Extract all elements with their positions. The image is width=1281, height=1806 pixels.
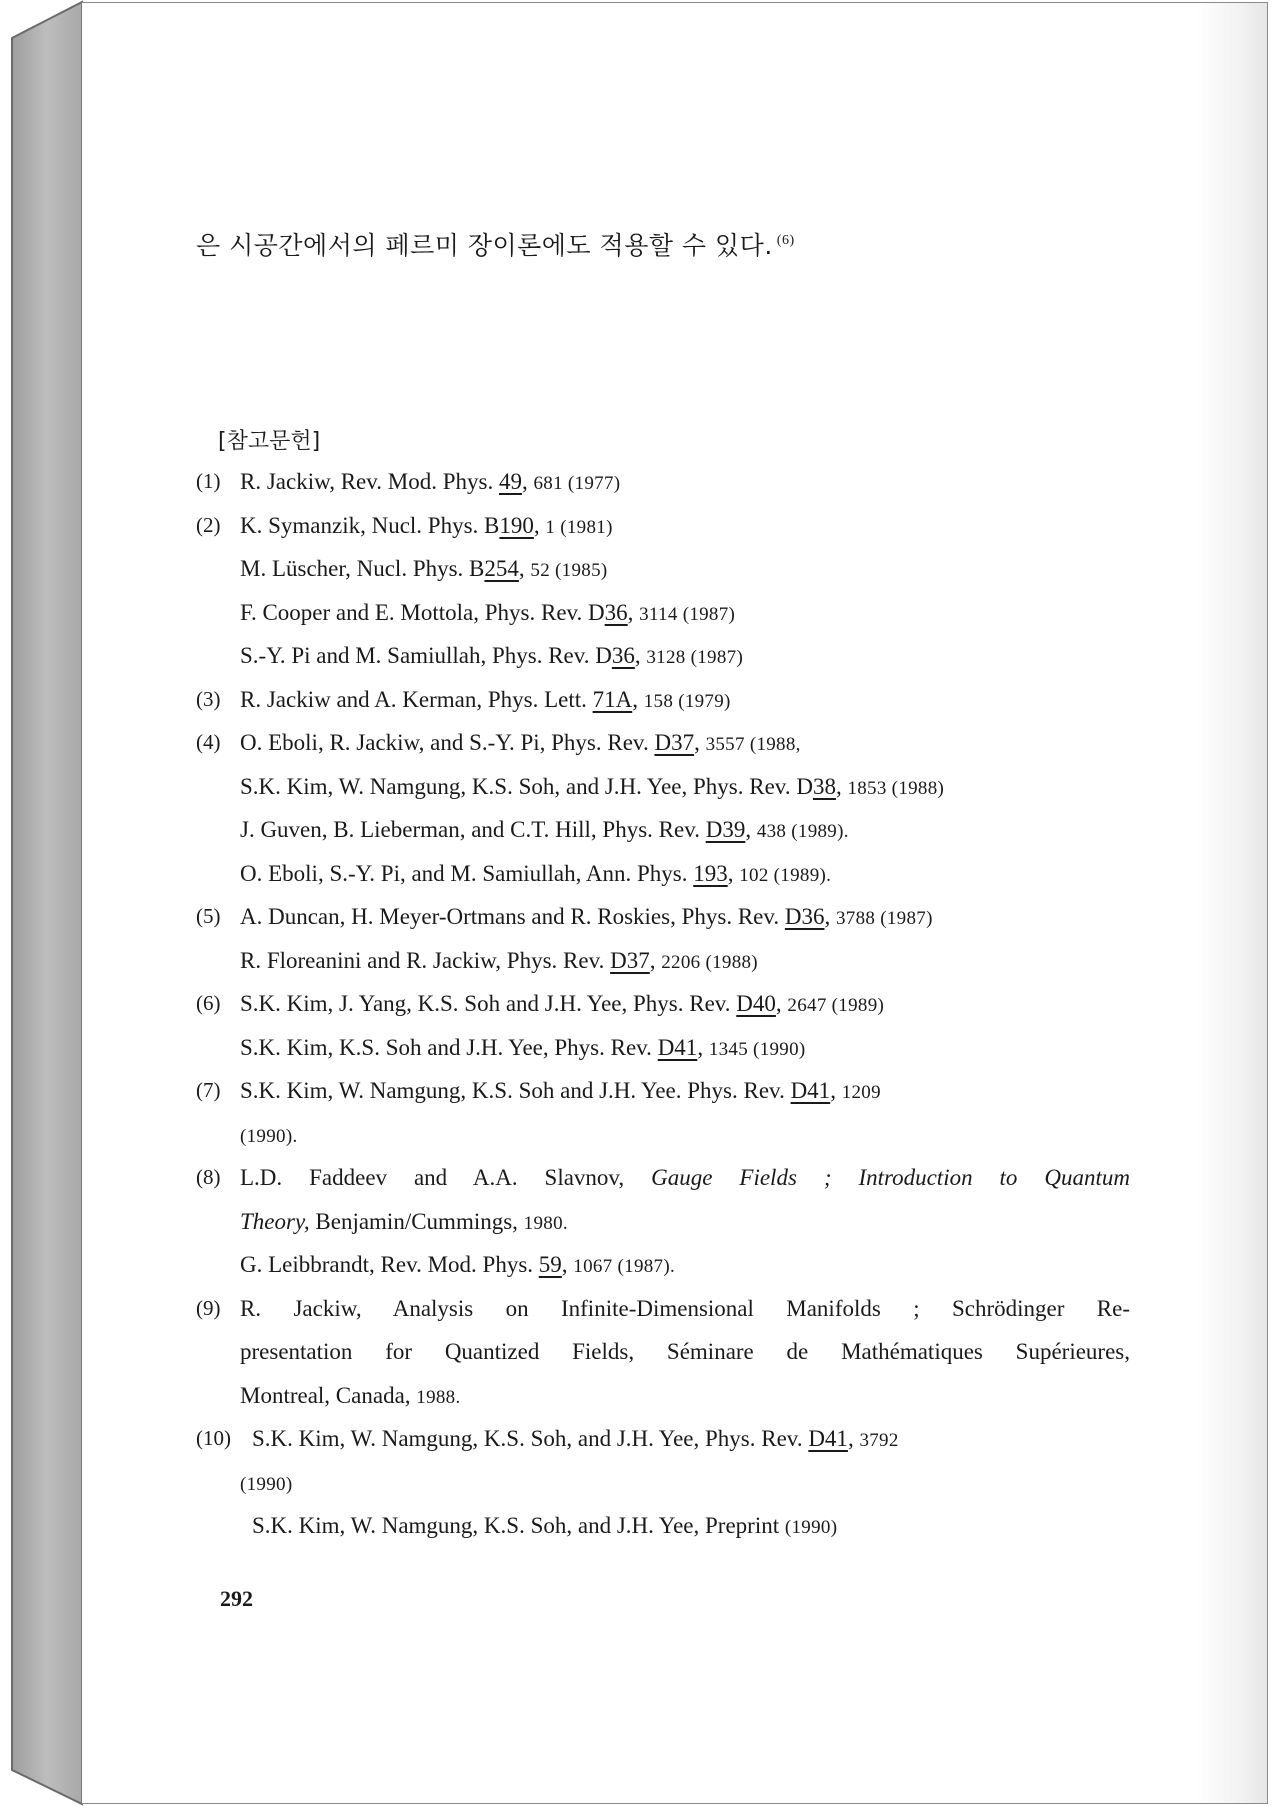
citation-text: , (694, 730, 706, 755)
volume-number: 49 (498, 469, 522, 494)
citation-text: , (727, 860, 740, 886)
reference-text (240, 808, 849, 854)
reference-entry (196, 982, 1131, 1026)
volume-number: D41 (808, 1426, 848, 1451)
citation-year: 1345 (1990) (708, 1038, 806, 1060)
reference-text (240, 1330, 1130, 1374)
citation-text: , (824, 904, 836, 929)
volume-number: D39 (705, 817, 746, 842)
reference-continuation (196, 765, 1131, 809)
reference-number: (2) (196, 512, 221, 537)
reference-text (240, 1069, 881, 1115)
citation-text: R. Jackiw, Rev. Mod. Phys. (240, 469, 499, 494)
citation-year: (1990) (784, 1517, 838, 1538)
citation-year: 438 (1989). (756, 821, 849, 842)
volume-number: 71A (592, 686, 633, 712)
citation-year: (1990). (240, 1125, 298, 1147)
citation-text: Montreal, Canada, (240, 1382, 417, 1408)
citation-text: G. Leibbrandt, Rev. Mod. Phys. (240, 1252, 539, 1277)
citation-text: R. Floreanini and R. Jackiw, Phys. Rev. (240, 947, 611, 973)
volume-number: 38 (812, 773, 836, 799)
citation-text: S.K. Kim, J. Yang, K.S. Soh and J.H. Yee, Phys. Rev. (240, 991, 737, 1016)
citation-year: 1209 (841, 1082, 881, 1103)
reference-continuation (196, 1200, 1131, 1244)
reference-entry (196, 1287, 1131, 1331)
reference-number: (6) (196, 991, 221, 1015)
volume-number: 59 (538, 1252, 562, 1277)
citation-text: R. Jackiw, Analysis on Infinite-Dimensional Manifolds ; Schrödinger Re- (240, 1295, 1130, 1321)
citation-text: S.K. Kim, W. Namgung, K.S. Soh, and J.H. Yee, Preprint (252, 1513, 785, 1538)
citation-text: , (649, 947, 662, 973)
reference-entry (196, 895, 1131, 939)
reference-text (240, 939, 758, 985)
volume-number: 254 (484, 556, 519, 581)
citation-text: A. Duncan, H. Meyer-Ortmans and R. Roskies, Phys. Rev. (240, 904, 785, 929)
reference-text (240, 547, 608, 593)
page-number: 292 (220, 1586, 253, 1611)
citation-text: S.K. Kim, W. Namgung, K.S. Soh, and J.H. Yee, Phys. Rev. (252, 1426, 809, 1451)
reference-entry (196, 678, 1131, 722)
volume-number: 193 (693, 860, 728, 886)
reference-text (240, 852, 831, 898)
citation-text: O. Eboli, S.-Y. Pi, and M. Samiullah, Ann. Phys. (240, 860, 694, 886)
reference-continuation (196, 1461, 1131, 1505)
citation-text: , (745, 817, 757, 842)
reference-entry (196, 504, 1131, 548)
book-title: Theory, (240, 1208, 310, 1234)
citation-year: 3128 (1987) (646, 647, 744, 668)
citation-year: 2206 (1988) (661, 951, 758, 973)
reference-number: (8) (196, 1165, 221, 1189)
volume-number: D37 (610, 947, 650, 973)
citation-year: 3557 (1988, (705, 734, 801, 755)
reference-entry (196, 460, 1131, 504)
citation-year: 102 (1989). (739, 864, 832, 886)
citation-year: 52 (1985) (530, 560, 608, 581)
citation-text: L.D. Faddeev and A.A. Slavnov, (240, 1165, 652, 1190)
citation-text: , (632, 686, 644, 712)
reference-continuation (196, 591, 1131, 635)
citation-text: , (518, 556, 531, 581)
reference-number: (1) (196, 469, 221, 493)
citation-text: S.K. Kim, K.S. Soh and J.H. Yee, Phys. Rev. (240, 1034, 658, 1060)
reference-text (240, 721, 801, 767)
citation-text: , (521, 469, 534, 494)
reference-continuation (196, 852, 1131, 896)
book-spine (0, 0, 84, 1806)
lead-sentence (196, 226, 795, 262)
citation-text: presentation for Quantized Fields, Séminare de Mathématiques Supérieures, (240, 1339, 1130, 1364)
reference-text (240, 1243, 675, 1289)
reference-entry (196, 1069, 1131, 1113)
citation-year: 1067 (1987). (573, 1256, 676, 1277)
citation-text: , (775, 991, 788, 1016)
reference-text (240, 1461, 292, 1507)
reference-text (240, 591, 735, 637)
reference-text (240, 1113, 298, 1159)
volume-number: 190 (499, 512, 534, 538)
reference-number: (4) (196, 730, 221, 754)
reference-text (240, 1374, 461, 1420)
reference-text (240, 1026, 806, 1072)
book-title: Gauge Fields ; Introduction to Quantum (651, 1165, 1130, 1190)
citation-year: 1988. (416, 1386, 461, 1408)
citation-year: 3788 (1987) (836, 908, 933, 929)
citation-text: S.K. Kim, W. Namgung, K.S. Soh and J.H. Yee. Phys. Rev. (240, 1078, 791, 1103)
reference-continuation (196, 1026, 1131, 1070)
reference-continuation (196, 1243, 1131, 1287)
reference-continuation (196, 1374, 1131, 1418)
citation-text: R. Jackiw and A. Kerman, Phys. Lett. (240, 686, 593, 712)
reference-number: (5) (196, 904, 221, 928)
citation-year: 1853 (1988) (847, 777, 945, 799)
citation-text: M. Lüscher, Nucl. Phys. B (240, 556, 485, 581)
volume-number: 36 (611, 643, 635, 668)
reference-continuation (196, 939, 1131, 983)
citation-year: (1990) (240, 1473, 293, 1495)
reference-continuation (196, 1330, 1131, 1374)
reference-continuation (196, 634, 1131, 678)
citation-text: , (835, 773, 848, 799)
citation-text: , (830, 1078, 842, 1103)
lead-text: 은 시공간에서의 페르미 장이론에도 적용할 수 있다. (196, 231, 773, 260)
citation-year: 3792 (859, 1430, 899, 1451)
reference-continuation (196, 547, 1131, 591)
reference-number: (3) (196, 686, 221, 711)
reference-entry (196, 1156, 1131, 1200)
reference-number: (10) (196, 1426, 231, 1450)
citation-text: K. Symanzik, Nucl. Phys. B (240, 512, 500, 538)
citation-text: S.K. Kim, W. Namgung, K.S. Soh, and J.H. Yee, Phys. Rev. D (240, 773, 813, 799)
reference-text (240, 460, 620, 506)
volume-number: D40 (736, 991, 776, 1016)
citation-text: , (697, 1034, 709, 1060)
reference-text (240, 1156, 1130, 1200)
volume-number: D41 (657, 1034, 698, 1060)
citation-text: F. Cooper and E. Mottola, Phys. Rev. D (240, 599, 605, 625)
reference-text (240, 634, 743, 680)
reference-number: (9) (196, 1295, 221, 1320)
citation-year: 158 (1979) (643, 690, 731, 712)
reference-text (240, 765, 944, 811)
citation-year: 2647 (1989) (787, 995, 885, 1016)
reference-continuation (196, 1504, 1131, 1548)
citation-text: J. Guven, B. Lieberman, and C.T. Hill, Phys. Rev. (240, 817, 706, 842)
reference-text (240, 678, 731, 724)
volume-number: D36 (784, 904, 825, 929)
citation-text: O. Eboli, R. Jackiw, and S.-Y. Pi, Phys. Rev. (240, 730, 655, 755)
citation-text: , (847, 1426, 860, 1451)
citation-year: 1980. (523, 1212, 568, 1234)
citation-year: 3114 (1987) (639, 603, 736, 625)
lead-ref-mark: (6) (776, 233, 795, 248)
citation-text: , (627, 599, 640, 625)
volume-number: D37 (654, 730, 695, 755)
reference-text (240, 1200, 568, 1246)
reference-text (252, 1504, 837, 1550)
reference-continuation (196, 1113, 1131, 1157)
volume-number: D41 (790, 1078, 831, 1103)
citation-text: , (634, 643, 647, 668)
reference-entry (196, 1417, 1131, 1461)
reference-text (252, 1417, 899, 1463)
volume-number: 36 (604, 599, 628, 625)
reference-text (240, 504, 613, 550)
reference-text (240, 982, 884, 1028)
citation-text: , (533, 512, 546, 538)
citation-year: 1 (1981) (545, 516, 613, 538)
citation-text: S.-Y. Pi and M. Samiullah, Phys. Rev. D (240, 643, 612, 668)
references-list (196, 460, 1131, 1548)
reference-text (240, 895, 933, 941)
reference-number: (7) (196, 1078, 221, 1102)
citation-text: Benjamin/Cummings, (309, 1208, 524, 1234)
reference-entry (196, 721, 1131, 765)
citation-text: , (561, 1252, 574, 1277)
references-heading: [참고문헌] (218, 429, 321, 454)
reference-text (240, 1287, 1130, 1331)
reference-continuation (196, 808, 1131, 852)
citation-year: 681 (1977) (533, 473, 621, 494)
